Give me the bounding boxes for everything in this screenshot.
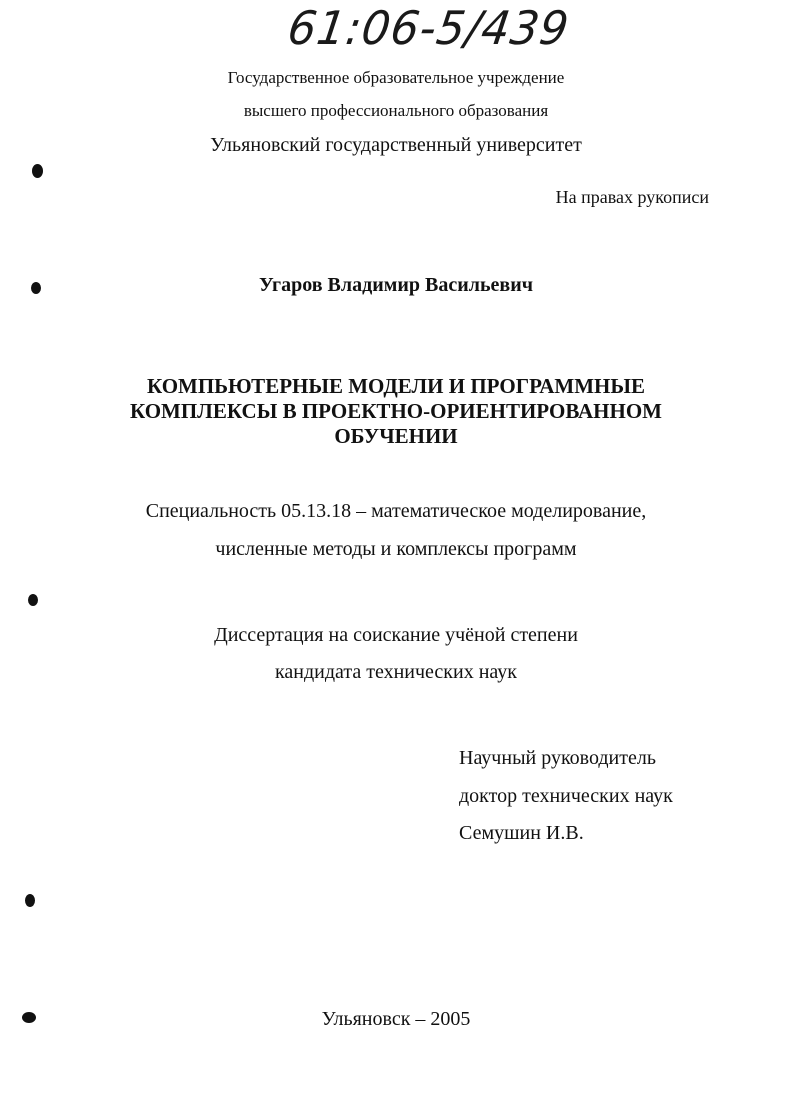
binding-hole-mark (31, 282, 41, 294)
title-line-1: КОМПЬЮТЕРНЫЕ МОДЕЛИ И ПРОГРАММНЫЕ (146, 374, 645, 398)
archive-number-handwritten: 61:06-5/439 (284, 2, 573, 56)
title-line-3: ОБУЧЕНИИ (334, 424, 458, 448)
dissertation-title (0, 374, 792, 449)
specialty-line-2: численные методы и комплексы программ (215, 538, 577, 560)
supervisor-name: Семушин И.В. (459, 822, 584, 844)
binding-hole-mark (25, 894, 35, 907)
supervisor-role: Научный руководитель (459, 747, 656, 769)
degree-line-1: Диссертация на соискание учёной степени (214, 624, 578, 646)
binding-hole-mark (32, 164, 43, 178)
manuscript-note: На правах рукописи (555, 187, 709, 207)
institution-level: высшего профессионального образования (243, 101, 549, 120)
binding-hole-mark (28, 594, 38, 606)
author-name: Угаров Владимир Васильевич (258, 274, 534, 296)
binding-hole-mark (22, 1012, 36, 1023)
university-name: Ульяновский государственный университет (210, 134, 582, 156)
supervisor-degree: доктор технических наук (459, 785, 673, 807)
institution-type: Государственное образовательное учреждение (227, 68, 565, 87)
title-line-2: КОМПЛЕКСЫ В ПРОЕКТНО-ОРИЕНТИРОВАННОМ (129, 399, 662, 423)
specialty-line-1: Специальность 05.13.18 – математическое моделирование, (145, 500, 647, 522)
city-year: Ульяновск – 2005 (321, 1008, 471, 1030)
degree-line-2: кандидата технических наук (274, 661, 518, 683)
